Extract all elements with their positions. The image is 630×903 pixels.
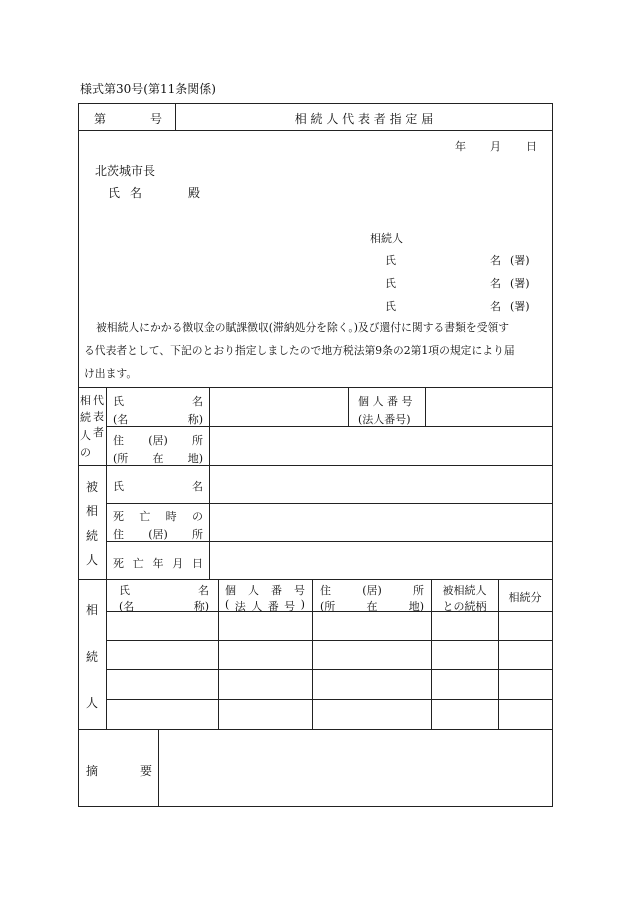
heirs-col-name: 氏 名 (名 称) bbox=[119, 584, 209, 613]
body-text-line-2: る代表者として、下記のとおり指定しましたので地方税法第9条の2第1項の規定により届 bbox=[84, 344, 515, 357]
decedent-death-date-label: 死 亡 年 月 日 bbox=[113, 557, 203, 570]
form-number: 様式第30号(第11条関係) bbox=[80, 82, 216, 96]
body-text-line-3: け出ます。 bbox=[84, 367, 138, 380]
decedent-side-label: 被 相 続 人 bbox=[86, 480, 99, 567]
representative-number-label: 個 人 番 号 (法人番号) bbox=[358, 395, 413, 426]
representative-address-label: 住 (居) 所 (所 在 地) bbox=[113, 434, 203, 465]
body-text-line-1: 被相続人にかかる徴収金の賦課徴収(滞納処分を除く。)及び還付に関する書類を受領す bbox=[96, 321, 510, 334]
heirs-col-relationship: 被相続人 との続柄 bbox=[442, 584, 487, 613]
heirs-col-share: 相続分 bbox=[508, 591, 542, 604]
representative-side-label-a: 相 続 人 の bbox=[80, 394, 91, 459]
date-year: 年 bbox=[455, 140, 466, 153]
addressee-name-right: 名 bbox=[130, 186, 143, 200]
heirs-sign-label: 相続人 bbox=[370, 232, 403, 245]
heirs-side-label: 相 続 人 bbox=[86, 603, 99, 710]
addressee-honorific: 殿 bbox=[188, 186, 201, 200]
heirs-col-address: 住 (居) 所 (所 在 地) bbox=[320, 584, 424, 613]
summary-label: 摘 要 bbox=[86, 764, 152, 778]
date-month: 月 bbox=[490, 140, 501, 153]
addressee-name-left: 氏 bbox=[108, 186, 121, 200]
decedent-death-address-label: 死 亡 時 の 住 (居) 所 bbox=[113, 510, 203, 541]
representative-side-label-b: 代 表 者 bbox=[93, 394, 104, 439]
decedent-name-label: 氏 名 bbox=[113, 480, 203, 493]
date-day: 日 bbox=[526, 140, 537, 153]
form-title: 相 続 人 代 表 者 指 定 届 bbox=[294, 112, 434, 126]
heirs-col-number: 個 人 番 号 ( 法 人 番 号 ) bbox=[225, 584, 305, 613]
serial-number-label: 第 号 bbox=[94, 112, 162, 126]
representative-name-label: 氏 名 (名 称) bbox=[113, 395, 203, 426]
heirs-sign-rows: 氏 名 (署) 氏 名 (署) 氏 名 (署) bbox=[385, 254, 530, 313]
mayor-addressee: 北茨城市長 bbox=[95, 164, 156, 178]
